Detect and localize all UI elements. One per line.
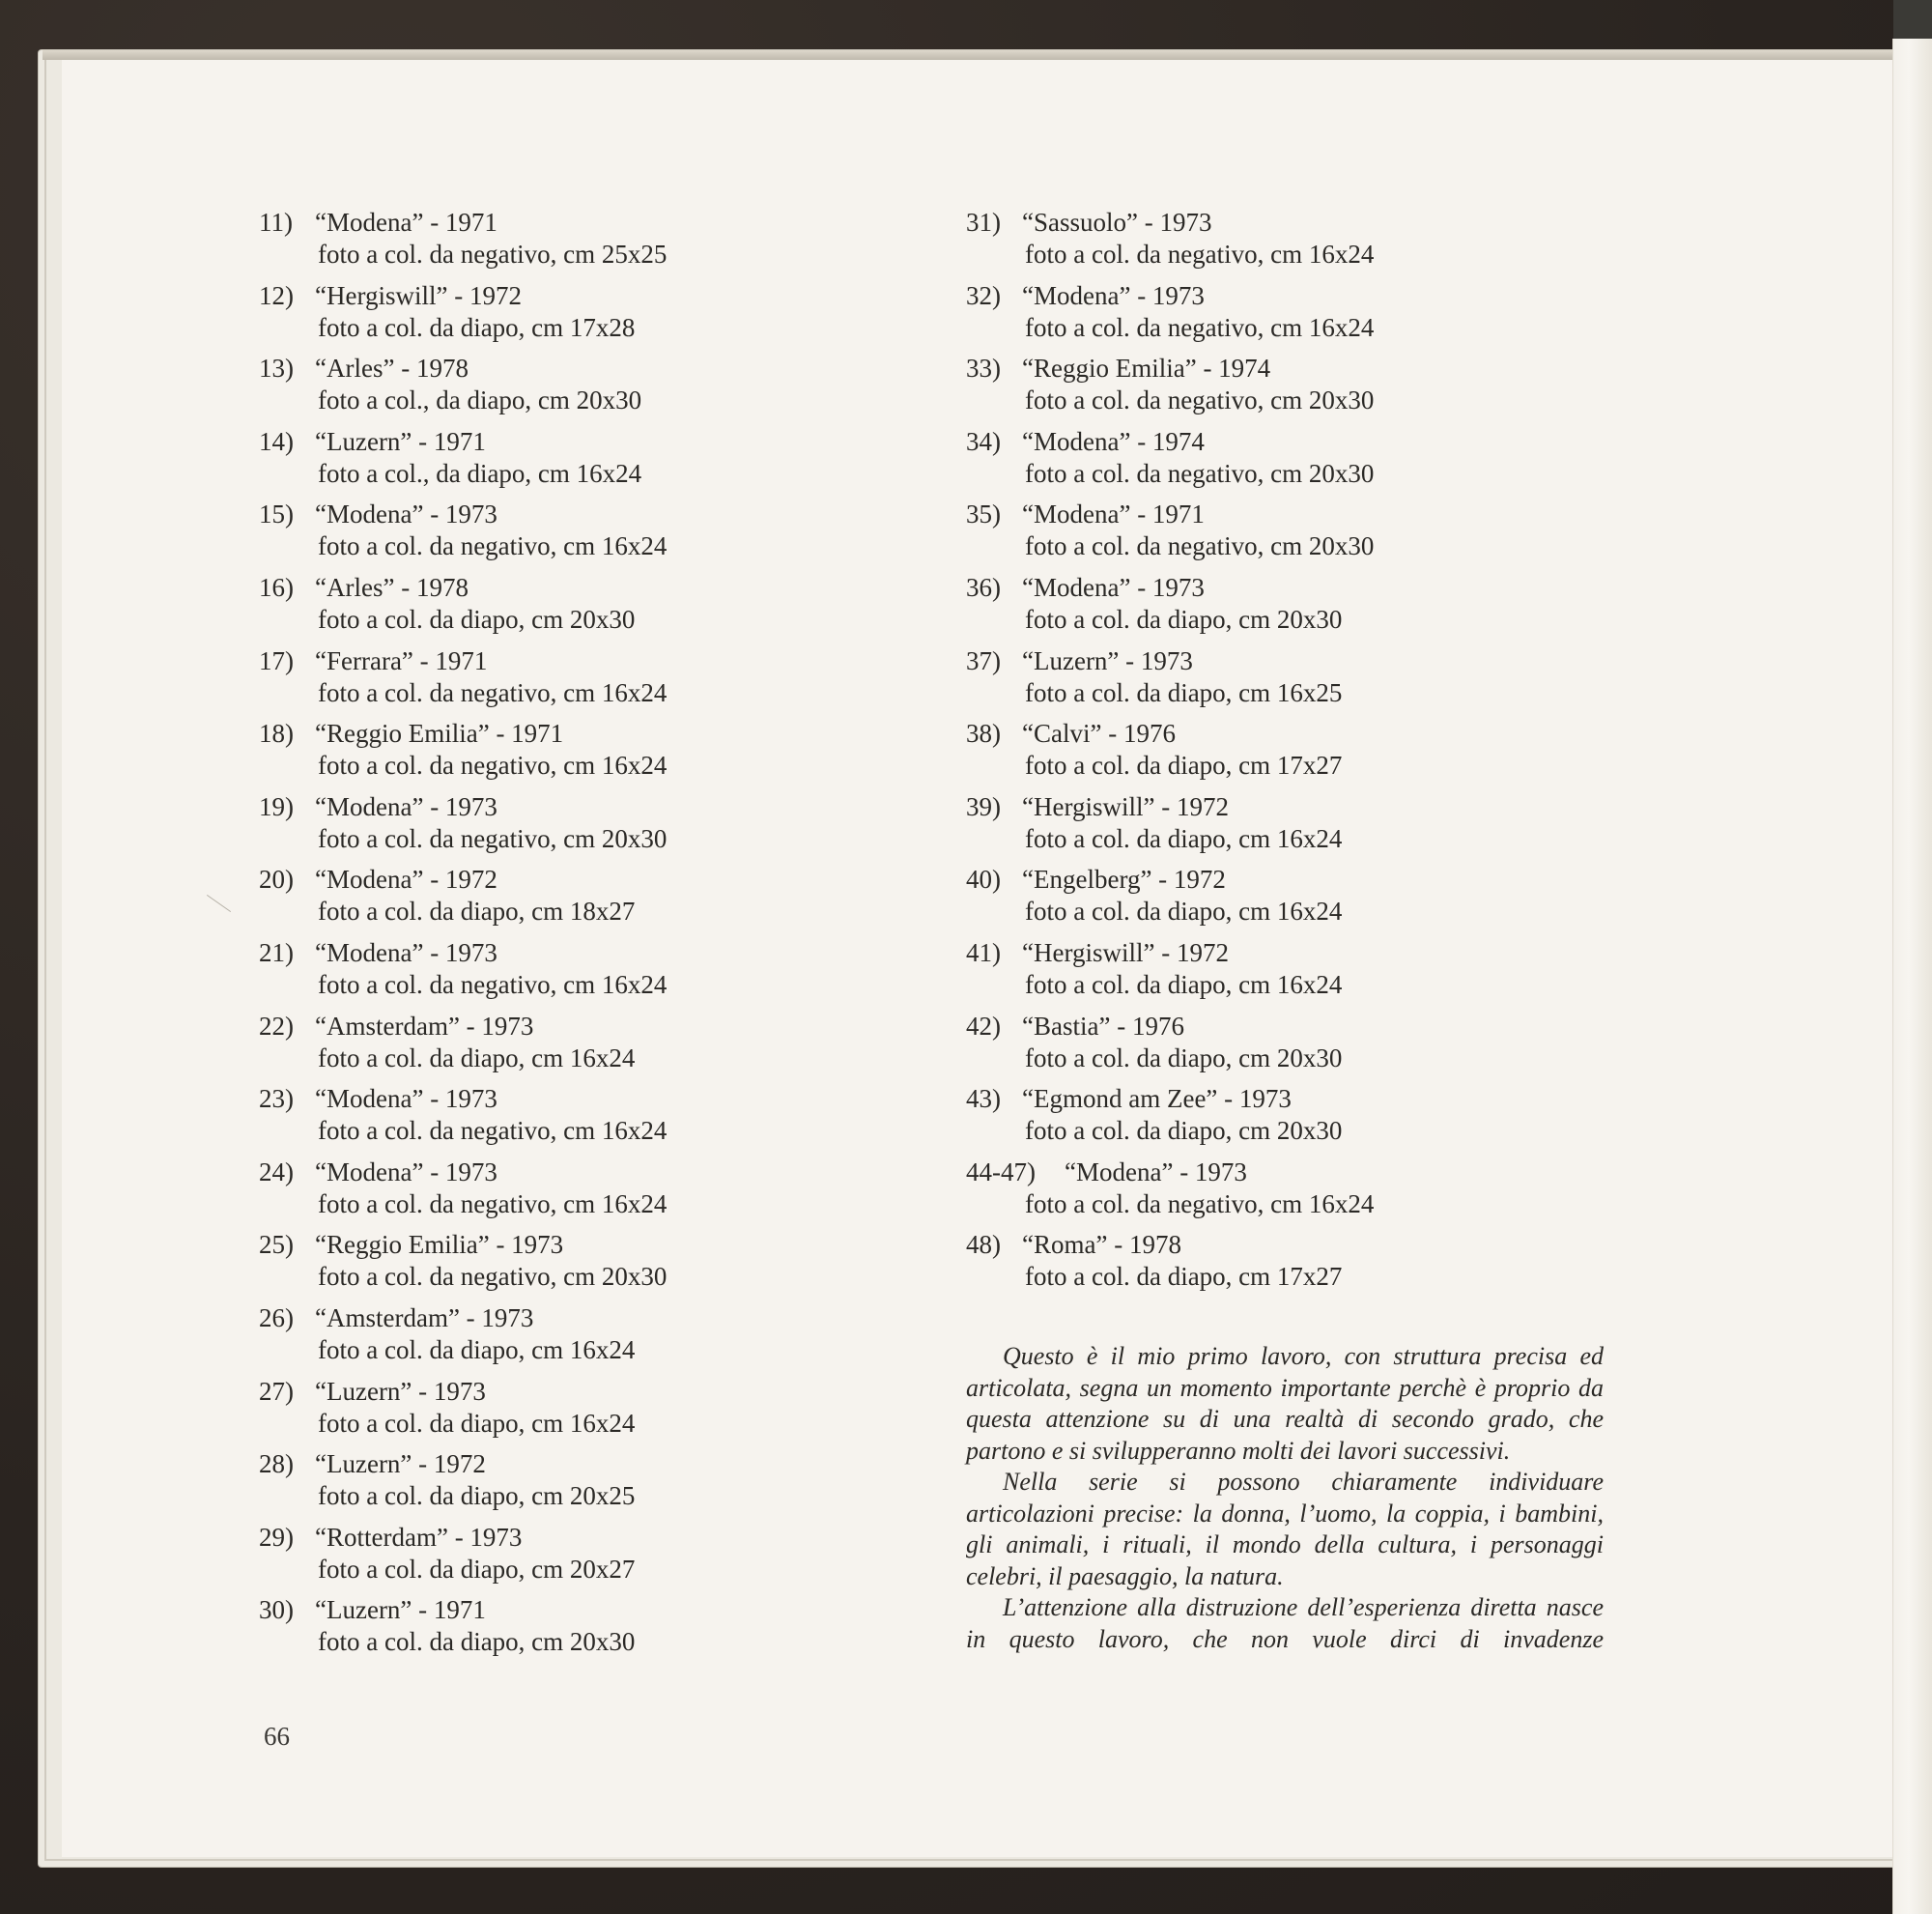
catalog-entry xyxy=(259,1229,896,1302)
entry-number: 17) xyxy=(259,645,294,675)
catalog-entry xyxy=(966,280,1604,354)
entry-title-line xyxy=(259,1083,896,1115)
entry-title-line xyxy=(259,1302,896,1334)
entry-title: “Luzern” - 1971 xyxy=(315,1595,486,1625)
entry-title: “Modena” - 1971 xyxy=(315,208,497,237)
entry-number: 39) xyxy=(966,791,1001,821)
entry-description: foto a col. da diapo, cm 16x24 xyxy=(318,1408,636,1438)
catalog-entry xyxy=(966,572,1604,645)
entry-number: 44-47) xyxy=(966,1157,1036,1186)
entry-title: “Modena” - 1973 xyxy=(315,791,497,821)
entry-number: 38) xyxy=(966,719,1001,749)
entry-description: foto a col. da diapo, cm 20x30 xyxy=(318,604,636,634)
entry-number: 13) xyxy=(259,354,294,384)
entry-description: foto a col. da negativo, cm 16x24 xyxy=(1025,312,1375,342)
entry-title: “Roma” - 1978 xyxy=(1022,1230,1181,1260)
entry-description: foto a col. da diapo, cm 16x24 xyxy=(1025,969,1343,999)
entry-title-line xyxy=(259,1376,896,1408)
entry-description: foto a col. da diapo, cm 20x30 xyxy=(1025,604,1343,634)
entry-title: “Amsterdam” - 1973 xyxy=(315,1302,534,1332)
entry-description: foto a col. da negativo, cm 20x30 xyxy=(1025,458,1375,488)
entry-title-line xyxy=(966,791,1604,823)
entry-description: foto a col. da negativo, cm 16x24 xyxy=(318,751,668,781)
entry-title-line xyxy=(966,499,1604,530)
entry-number: 24) xyxy=(259,1157,294,1186)
entry-title: “Luzern” - 1973 xyxy=(1022,645,1193,675)
catalog-entry xyxy=(259,572,896,645)
entry-description: foto a col. da diapo, cm 20x30 xyxy=(1025,1043,1343,1072)
entry-description: foto a col. da diapo, cm 16x24 xyxy=(1025,823,1343,853)
entry-title: “Hergiswill” - 1972 xyxy=(1022,791,1229,821)
entry-title-line xyxy=(966,1011,1604,1043)
entry-number: 29) xyxy=(259,1522,294,1552)
entry-description: foto a col. da negativo, cm 20x30 xyxy=(318,1262,668,1292)
entry-title-line xyxy=(259,572,896,604)
entry-number: 16) xyxy=(259,572,294,602)
entry-description: foto a col. da negativo, cm 16x24 xyxy=(1025,1188,1375,1218)
entry-title: “Engelberg” - 1972 xyxy=(1022,865,1226,895)
entry-number: 31) xyxy=(966,208,1001,237)
entry-number: 22) xyxy=(259,1011,294,1041)
entry-title-line xyxy=(966,426,1604,458)
entry-number: 40) xyxy=(966,865,1001,895)
entry-title-line xyxy=(966,937,1604,969)
entry-description: foto a col. da diapo, cm 16x24 xyxy=(318,1334,636,1364)
entry-title-line xyxy=(966,572,1604,604)
paragraph: L’attenzione alla distruzione dell’esperienza diretta nasce in questo lavoro, che non vuole dirci di invadenze xyxy=(966,1593,1604,1653)
entry-title: “Modena” - 1971 xyxy=(1022,500,1205,529)
entry-number: 41) xyxy=(966,937,1001,967)
entry-title-line xyxy=(966,645,1604,677)
entry-title: “Reggio Emilia” - 1973 xyxy=(315,1230,564,1260)
entry-description: foto a col. da negativo, cm 16x24 xyxy=(318,677,668,707)
catalog-entry xyxy=(966,1083,1604,1157)
catalog-entry xyxy=(259,426,896,500)
entry-title-line xyxy=(259,353,896,385)
entry-description: foto a col. da diapo, cm 20x27 xyxy=(318,1554,636,1584)
entry-title-line xyxy=(259,864,896,896)
entry-title-line xyxy=(966,1229,1604,1261)
entry-title: “Calvi” - 1976 xyxy=(1022,719,1176,749)
entry-title: “Arles” - 1978 xyxy=(315,572,469,602)
entry-title: “Reggio Emilia” - 1974 xyxy=(1022,354,1271,384)
entry-number: 26) xyxy=(259,1302,294,1332)
catalog-entry xyxy=(259,718,896,791)
entry-number: 37) xyxy=(966,645,1001,675)
entry-number: 34) xyxy=(966,426,1001,456)
entry-title-line xyxy=(966,353,1604,385)
entry-title: “Modena” - 1972 xyxy=(315,865,497,895)
entry-number: 25) xyxy=(259,1230,294,1260)
entry-title-line xyxy=(966,864,1604,896)
page-top-edge xyxy=(43,50,1893,60)
entry-title: “Arles” - 1978 xyxy=(315,354,469,384)
entry-title: “Reggio Emilia” - 1971 xyxy=(315,719,564,749)
entry-description: foto a col. da diapo, cm 20x25 xyxy=(318,1481,636,1511)
catalog-entry xyxy=(259,353,896,426)
entry-title: “Hergiswill” - 1972 xyxy=(315,280,522,310)
entry-number: 23) xyxy=(259,1084,294,1114)
entry-title: “Egmond am Zee” - 1973 xyxy=(1022,1084,1292,1114)
catalog-entry xyxy=(966,1157,1604,1230)
catalog-entry xyxy=(966,937,1604,1011)
entry-description: foto a col. da diapo, cm 16x24 xyxy=(1025,897,1343,927)
catalog-entry xyxy=(259,1083,896,1157)
entry-description: foto a col. da diapo, cm 17x28 xyxy=(318,312,636,342)
entry-number: 12) xyxy=(259,280,294,310)
entry-number: 48) xyxy=(966,1230,1001,1260)
entry-title-line xyxy=(259,937,896,969)
entry-description: foto a col. da negativo, cm 16x24 xyxy=(318,531,668,561)
entry-title: “Modena” - 1973 xyxy=(315,500,497,529)
entry-title-line xyxy=(259,1157,896,1188)
catalog-entry xyxy=(259,1302,896,1376)
entry-description: foto a col. da negativo, cm 16x24 xyxy=(1025,240,1375,269)
catalog-entry xyxy=(966,718,1604,791)
entry-title-line xyxy=(966,718,1604,750)
catalog-list-left xyxy=(259,207,896,1668)
entry-title: “Modena” - 1974 xyxy=(1022,426,1205,456)
entry-title: “Amsterdam” - 1973 xyxy=(315,1011,534,1041)
entry-number: 36) xyxy=(966,572,1001,602)
entry-title-line xyxy=(259,426,896,458)
entry-title: “Modena” - 1973 xyxy=(315,1084,497,1114)
entry-title-line xyxy=(259,499,896,530)
paragraph: Nella serie si possono chiaramente individuare articolazioni precise: la donna, l’uomo, la coppia, i bambini, gli animali, i rituali, il mondo della cultura, i personaggi celebri, il paesaggio, la natura. xyxy=(966,1468,1604,1590)
entry-description: foto a col. da negativo, cm 20x30 xyxy=(318,823,668,853)
entry-description: foto a col., da diapo, cm 20x30 xyxy=(318,386,642,415)
entry-title: “Modena” - 1973 xyxy=(315,1157,497,1186)
catalog-entry xyxy=(259,864,896,937)
catalog-entry xyxy=(259,499,896,572)
entry-number: 21) xyxy=(259,937,294,967)
entry-title-line xyxy=(966,1157,1604,1188)
entry-title: “Sassuolo” - 1973 xyxy=(1022,208,1212,237)
entry-title-line xyxy=(966,280,1604,312)
entry-title: “Modena” - 1973 xyxy=(1022,280,1205,310)
entry-number: 11) xyxy=(259,208,293,237)
entry-title-line xyxy=(259,645,896,677)
entry-number: 18) xyxy=(259,719,294,749)
catalog-entry xyxy=(966,426,1604,500)
entry-title-line xyxy=(259,718,896,750)
entry-description: foto a col. da diapo, cm 16x24 xyxy=(318,1043,636,1072)
book-gutter xyxy=(1892,39,1932,1914)
catalog-entry xyxy=(966,207,1604,280)
entry-number: 33) xyxy=(966,354,1001,384)
catalog-entry xyxy=(259,207,896,280)
entry-description: foto a col. da negativo, cm 16x24 xyxy=(318,969,668,999)
entry-title: “Luzern” - 1972 xyxy=(315,1449,486,1479)
entry-title-line xyxy=(259,280,896,312)
entry-number: 15) xyxy=(259,500,294,529)
entry-number: 35) xyxy=(966,500,1001,529)
entry-description: foto a col. da diapo, cm 20x30 xyxy=(318,1627,636,1657)
catalog-entry xyxy=(966,645,1604,719)
catalog-entry xyxy=(966,1229,1604,1302)
entry-title: “Modena” - 1973 xyxy=(1022,572,1205,602)
entry-title-line xyxy=(259,207,896,239)
entry-number: 43) xyxy=(966,1084,1001,1114)
entry-description: foto a col. da diapo, cm 17x27 xyxy=(1025,1262,1343,1292)
entry-title-line xyxy=(259,1594,896,1626)
entry-title-line xyxy=(259,1011,896,1043)
entry-title: “Bastia” - 1976 xyxy=(1022,1011,1184,1041)
entry-title-line xyxy=(259,1448,896,1480)
entry-title: “Luzern” - 1973 xyxy=(315,1376,486,1406)
entry-description: foto a col. da diapo, cm 16x25 xyxy=(1025,677,1343,707)
entry-description: foto a col. da diapo, cm 20x30 xyxy=(1025,1116,1343,1146)
catalog-entry xyxy=(966,353,1604,426)
entry-number: 28) xyxy=(259,1449,294,1479)
entry-description: foto a col. da negativo, cm 25x25 xyxy=(318,240,668,269)
entry-title: “Hergiswill” - 1972 xyxy=(1022,937,1229,967)
entry-title: “Modena” - 1973 xyxy=(315,937,497,967)
page-number: 66 xyxy=(264,1722,290,1751)
entry-number: 32) xyxy=(966,280,1001,310)
paragraph: Questo è il mio primo lavoro, con struttura precisa ed articolata, segna un momento importante perchè è proprio da questa attenzione su di una realtà di secondo grado, che partono e si svilupperanno molti dei lavori successivi. xyxy=(966,1342,1604,1465)
entry-number: 42) xyxy=(966,1011,1001,1041)
entry-title: “Luzern” - 1971 xyxy=(315,426,486,456)
catalog-list-right xyxy=(966,207,1604,1302)
catalog-entry xyxy=(259,1522,896,1595)
entry-title: “Rotterdam” - 1973 xyxy=(315,1522,523,1552)
catalog-entry xyxy=(259,937,896,1011)
entry-description: foto a col. da negativo, cm 16x24 xyxy=(318,1188,668,1218)
catalog-entry xyxy=(259,1011,896,1084)
entry-description: foto a col. da negativo, cm 20x30 xyxy=(1025,386,1375,415)
catalog-entry xyxy=(259,645,896,719)
catalog-entry xyxy=(966,499,1604,572)
catalog-entry xyxy=(259,1376,896,1449)
catalog-entry xyxy=(966,864,1604,937)
entry-number: 20) xyxy=(259,865,294,895)
catalog-entry xyxy=(259,1594,896,1668)
catalog-entry xyxy=(259,280,896,354)
catalog-entry xyxy=(259,1448,896,1522)
entry-number: 27) xyxy=(259,1376,294,1406)
catalog-entry xyxy=(259,1157,896,1230)
entry-description: foto a col. da diapo, cm 18x27 xyxy=(318,897,636,927)
catalog-entry xyxy=(259,791,896,865)
entry-description: foto a col. da negativo, cm 20x30 xyxy=(1025,531,1375,561)
entry-description: foto a col. da diapo, cm 17x27 xyxy=(1025,751,1343,781)
entry-title-line xyxy=(259,1229,896,1261)
entry-title: “Modena” - 1973 xyxy=(1065,1157,1247,1186)
entry-description: foto a col. da negativo, cm 16x24 xyxy=(318,1116,668,1146)
entry-number: 30) xyxy=(259,1595,294,1625)
catalog-entry xyxy=(966,791,1604,865)
entry-number: 19) xyxy=(259,791,294,821)
entry-title-line xyxy=(966,207,1604,239)
entry-title-line xyxy=(259,1522,896,1554)
entry-number: 14) xyxy=(259,426,294,456)
catalog-entry xyxy=(966,1011,1604,1084)
entry-title-line xyxy=(259,791,896,823)
entry-description: foto a col., da diapo, cm 16x24 xyxy=(318,458,642,488)
entry-title: “Ferrara” - 1971 xyxy=(315,645,488,675)
commentary-text xyxy=(966,1341,1604,1655)
entry-title-line xyxy=(966,1083,1604,1115)
